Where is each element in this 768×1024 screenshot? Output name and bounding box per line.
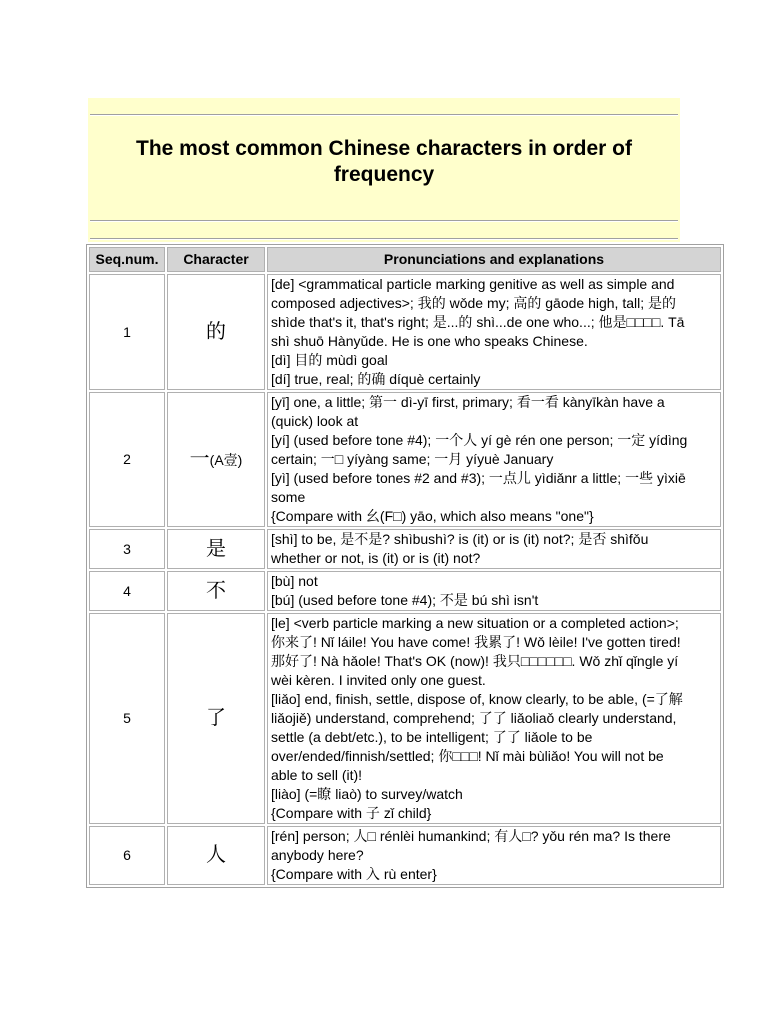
chinese-character: 是 <box>206 537 226 560</box>
explanation-cell <box>267 571 721 611</box>
col-header-explanations: Pronunciations and explanations <box>267 247 721 272</box>
explanation-line: able to sell (it)! <box>271 767 363 783</box>
explanation-line: [bù] not <box>271 573 318 589</box>
explanation-line: shì shuō Hànyǔde. He is one who speaks Chinese. <box>271 333 588 349</box>
explanation-line: [dí] true, real; 的确 díquè certainly <box>271 371 481 387</box>
chinese-character: 人 <box>206 844 226 866</box>
explanation-line: whether or not, is (it) or is (it) not? <box>271 550 481 566</box>
explanation-line: {Compare with 幺(F□) yāo, which also means "one"} <box>271 508 594 524</box>
seq-number: 3 <box>89 529 165 569</box>
explanation-line: (quick) look at <box>271 413 359 429</box>
explanation-line: [bú] (used before tone #4); 不是 bú shì isn't <box>271 592 539 608</box>
explanation-line: certain; 一□ yíyàng same; 一月 yíyuè January <box>271 451 554 467</box>
explanation-line: [liào] (=瞭 liaò) to survey/watch <box>271 786 463 802</box>
character-cell <box>167 613 265 824</box>
table-row <box>89 392 721 527</box>
chinese-character: 的 <box>206 320 226 343</box>
chinese-character: 一 <box>189 447 210 470</box>
explanation-line: [liǎo] end, finish, settle, dispose of, know clearly, to be able, (=了解 <box>271 691 683 707</box>
character-cell <box>167 274 265 390</box>
top-divider <box>90 114 678 116</box>
title-banner <box>88 98 680 242</box>
frequency-table <box>86 244 724 888</box>
explanation-line: 那好了! Nà hǎole! That's OK (now)! 我只□□□□□□. Wǒ zhǐ qǐngle yí <box>271 653 679 669</box>
explanation-line: composed adjectives>; 我的 wǒde my; 高的 gāode high, tall; 是的 <box>271 295 677 311</box>
explanation-line: anybody here? <box>271 847 364 863</box>
explanation-line: [rén] person; 人□ rénlèi humankind; 有人□? yǒu rén ma? Is there <box>271 828 671 844</box>
explanation-line: over/ended/finnish/settled; 你□□□! Nǐ mài bùliǎo! You will not be <box>271 748 664 764</box>
explanation-line: [yī] one, a little; 第一 dì-yī first, primary; 看一看 kànyīkàn have a <box>271 394 665 410</box>
table-row <box>89 613 721 824</box>
explanation-line: {Compare with 子 zǐ child} <box>271 805 432 821</box>
bottom-divider <box>90 220 678 222</box>
explanation-cell <box>267 274 721 390</box>
character-cell <box>167 529 265 569</box>
seq-number: 6 <box>89 826 165 885</box>
explanation-line: liǎojiě) understand, comprehend; 了了 liǎoliaǒ clearly understand, <box>271 710 677 726</box>
explanation-cell <box>267 613 721 824</box>
character-cell <box>167 826 265 885</box>
table-row <box>89 274 721 390</box>
seq-number: 1 <box>89 274 165 390</box>
chinese-character: 不 <box>206 579 226 602</box>
explanation-line: wèi kèren. I invited only one guest. <box>271 672 486 688</box>
explanation-cell <box>267 392 721 527</box>
explanation-line: [shì] to be, 是不是? shìbushì? is (it) or is (it) not?; 是否 shìfǒu <box>271 531 649 547</box>
col-header-seq: Seq.num. <box>89 247 165 272</box>
seq-number: 2 <box>89 392 165 527</box>
explanation-line: {Compare with 入 rù enter} <box>271 866 437 882</box>
character-cell <box>167 571 265 611</box>
header-row <box>89 247 721 272</box>
explanation-line: some <box>271 489 306 505</box>
explanation-line: settle (a debt/etc.), to be intelligent; 了了 liǎole to be <box>271 729 593 745</box>
page-title: The most common Chinese characters in order of frequency <box>136 137 632 186</box>
seq-number: 5 <box>89 613 165 824</box>
explanation-line: [yí] (used before tone #4); 一个人 yí gè rén one person; 一定 yídìng <box>271 432 688 448</box>
table-row <box>89 571 721 611</box>
chinese-character: 了 <box>206 707 226 729</box>
table-row <box>89 529 721 569</box>
explanation-line: shìde that's it, that's right; 是...的 shì...de one who...; 他是□□□□. Tā <box>271 314 685 330</box>
col-header-character: Character <box>167 247 265 272</box>
explanation-line: [le] <verb particle marking a new situation or a completed action>; <box>271 615 679 631</box>
explanation-cell <box>267 529 721 569</box>
bottom-divider-2 <box>90 238 678 240</box>
seq-number: 4 <box>89 571 165 611</box>
explanation-line: 你来了! Nǐ láile! You have come! 我累了! Wǒ lèile! I've gotten tired! <box>271 634 681 650</box>
alternate-form: (A壹) <box>209 451 243 468</box>
explanation-line: [dì] 目的 mùdì goal <box>271 352 388 368</box>
table-row <box>89 826 721 885</box>
explanation-cell <box>267 826 721 885</box>
explanation-line: [de] <grammatical particle marking genitive as well as simple and <box>271 276 675 292</box>
explanation-line: [yì] (used before tones #2 and #3); 一点儿 yìdiǎnr a little; 一些 yìxiē <box>271 470 686 486</box>
character-cell <box>167 392 265 527</box>
